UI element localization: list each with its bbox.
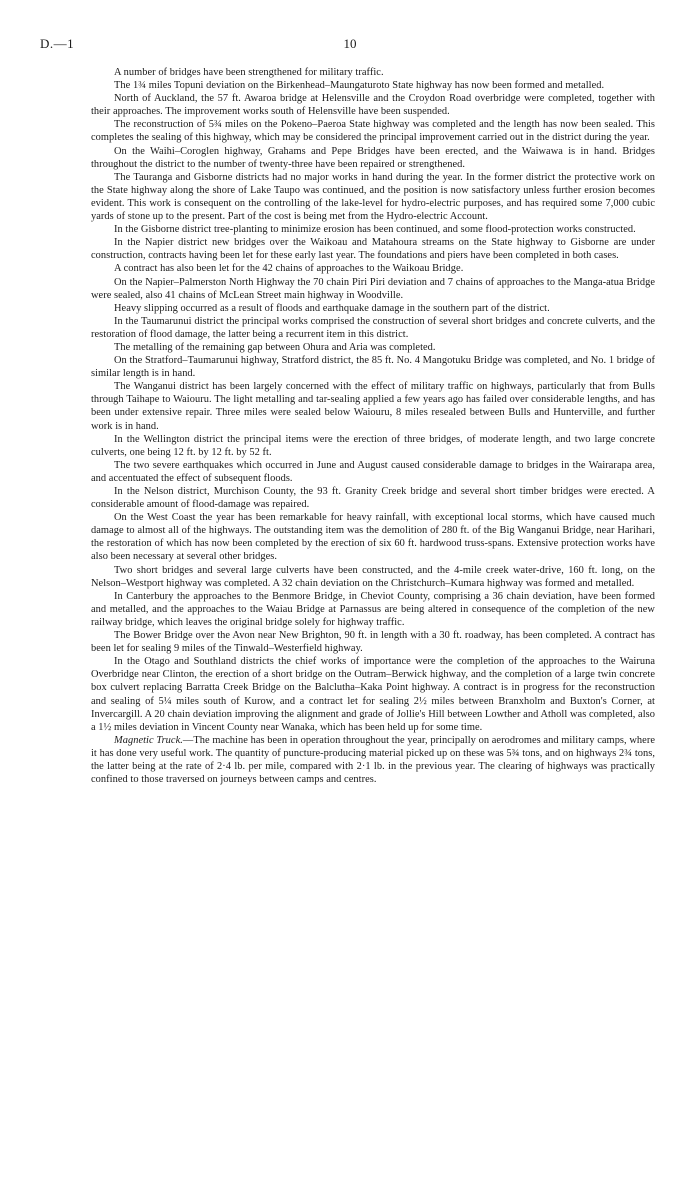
paragraph: On the Napier–Palmerston North Highway the 70 chain Piri Piri deviation and 7 chains of approaches to the Manga-atua Bridge were sealed, also 41 chains of McLean Street main highway in Woodville. — [91, 276, 655, 301]
body-text — [91, 66, 655, 786]
paragraph: In the Nelson district, Murchison County, the 93 ft. Granity Creek bridge and several short timber bridges were erected. A considerable amount of flood-damage was repaired. — [91, 486, 655, 511]
paragraph: Heavy slipping occurred as a result of floods and earthquake damage in the southern part of the district. — [114, 302, 550, 314]
paragraph: In the Otago and Southland districts the chief works of importance were the completion of the approaches to the Wairuna Overbridge near Clinton, the erection of a short bridge on the Outram–Berwick highway, and the completion of a large twin concrete box culvert replacing Barratta Creek Bridge on the Balclutha–Kaka Point highway. A contract is in progress for the reconstruction and sealing of 5¼ miles south of Kurow, and a contract let for sealing 2½ miles between Branxholm and Buxton's Corner, at Invercargill. A 20 chain deviation improving the alignment and grade of Jollie's Hill between Lowther and Atholl was completed, also a 1½ miles deviation in Vincent County near Wanaka, which has been held up for some time. — [91, 656, 655, 733]
paragraph: On the West Coast the year has been remarkable for heavy rainfall, with exceptional local storms, which have caused much damage to almost all of the highways. The outstanding item was the demolition of 280 ft. of the Big Wanganui Bridge, near Harihari, the restoration of which has now been completed by the erection of six 60 ft. hardwood truss-spans. Extensive protection works have also been necessary at several other bridges. — [91, 512, 655, 563]
page-number: 10 — [343, 36, 357, 51]
paragraph: The metalling of the remaining gap between Ohura and Aria was completed. — [114, 341, 436, 353]
paragraph-lead: Magnetic Truck. — [114, 734, 183, 746]
paragraph: The Tauranga and Gisborne districts had no major works in hand during the year. In the former district the protective work on the State highway along the shore of Lake Taupo was continued, and the position is now satisfactory unless further erosion becomes evident. This work is consequent on the controlling of the lake-level for hydro-electric purposes, and has required some 7,000 cubic yards of stone up to the present. Part of the cost is being met from the Hydro-electric Account. — [91, 171, 655, 223]
paragraph: The Bower Bridge over the Avon near New Brighton, 90 ft. in length with a 30 ft. roadway, has been completed. A contract has been let for sealing 9 miles of the Tinwald–Westerfield highway. — [91, 630, 655, 655]
paragraph: Two short bridges and several large culverts have been constructed, and the 4-mile creek water-drive, 160 ft. long, on the Nelson–Westport highway was completed. A 32 chain deviation on the Christchurch–Kumara highway was formed and metalled. — [91, 564, 655, 589]
paragraph: A number of bridges have been strengthened for military traffic. — [114, 67, 384, 78]
paragraph: The reconstruction of 5¾ miles on the Pokeno–Paeroa State highway was completed and the length has now been sealed. This completes the sealing of this highway, which may be considered the principal improvement carried out in the district during the year. — [91, 119, 655, 144]
paragraph: The two severe earthquakes which occurred in June and August caused considerable damage to bridges in the Wairarapa area, and accentuated the effect of subsequent floods. — [91, 459, 655, 484]
magnetic-truck-paragraph — [91, 734, 655, 786]
paragraph: On the Stratford–Taumarunui highway, Stratford district, the 85 ft. No. 4 Mangotuku Bridge was completed, and No. 1 bridge of similar length is in hand. — [91, 355, 655, 380]
paragraph: In the Gisborne district tree-planting to minimize erosion has been continued, and some flood-protection works constructed. — [114, 224, 636, 236]
page-header — [40, 36, 660, 56]
paragraph: In Canterbury the approaches to the Benmore Bridge, in Cheviot County, comprising a 36 chain deviation, have been formed and metalled, and the approaches to the Waiau Bridge at Parnassus are being altered in consequence of the completion of the new railway bridge, which leaves the original bridge solely for highway traffic. — [91, 590, 655, 628]
paragraph-text: —The machine has been in operation throughout the year, principally on aerodromes and military camps, where it has done very useful work. The quantity of puncture-producing material picked up on these was 5¾ tons, and on highways 2¾ tons, the latter being at the rate of 2·4 lb. per mile, compared with 2·1 lb. in the previous year. The clearing of highways was practically confined to those traversed on journeys between camps and centres. — [91, 734, 655, 786]
paragraph: A contract has also been let for the 42 chains of approaches to the Waikoau Bridge. — [114, 263, 464, 275]
paragraph: In the Wellington district the principal items were the erection of three bridges, of moderate length, and two large concrete culverts, one being 12 ft. by 12 ft. by 52 ft. — [91, 433, 655, 458]
document-reference: D.—1 — [40, 36, 75, 51]
paragraph: North of Auckland, the 57 ft. Awaroa bridge at Helensville and the Croydon Road overbridge were completed, together with their approaches. The improvement works south of Helensville have been suspended. — [91, 93, 655, 118]
paragraph: The 1¾ miles Topuni deviation on the Birkenhead–Maungaturoto State highway has now been formed and metalled. — [114, 80, 605, 92]
paragraph: On the Waihi–Coroglen highway, Grahams and Pepe Bridges have been erected, and the Waiwawa is in hand. Bridges throughout the district to the number of twenty-three have been repaired or strengthened. — [91, 145, 655, 170]
paragraph: In the Napier district new bridges over the Waikoau and Matahoura streams on the State highway to Gisborne are under construction, contracts having been let for these early last year. The foundations and piers have been completed in both cases. — [91, 237, 655, 262]
paragraph: The Wanganui district has been largely concerned with the effect of military traffic on highways, particularly that from Bulls through Taihape to Waiouru. The light metalling and tar-sealing applied a few years ago has failed over considerable lengths, and has been under extensive repair. Three miles were sealed below Waiouru, 8 miles resealed between Bulls and Hunterville, and further work is in hand. — [91, 381, 655, 432]
paragraph: In the Taumarunui district the principal works comprised the construction of several short bridges and concrete culverts, and the restoration of flood damage, the latter being a recurrent item in this district. — [91, 315, 655, 340]
